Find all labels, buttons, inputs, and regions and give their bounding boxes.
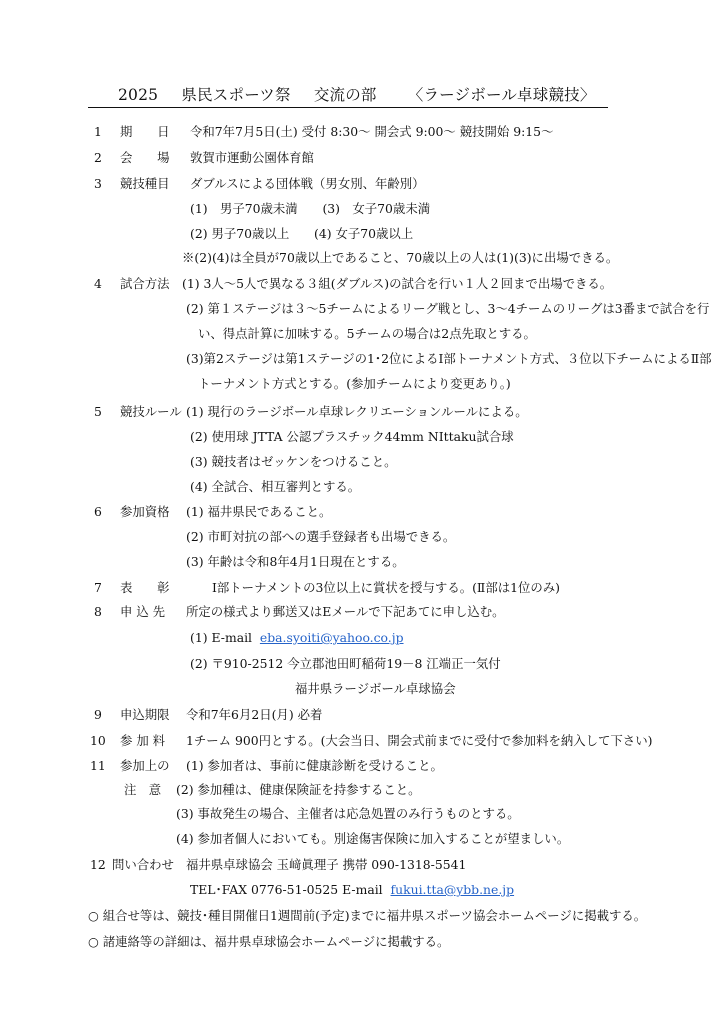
title-division: 交流の部 <box>313 86 377 104</box>
item-method-l3: い、得点計算に加味する。5チームの場合は2点先取とする。 <box>198 326 536 341</box>
item-date-label: 期 日 <box>120 124 170 139</box>
item-events-num: 3 <box>94 176 102 191</box>
item-cautions-l1: (1) 参加者は、事前に健康診断を受けること。 <box>186 758 443 773</box>
item-deadline-text: 令和7年6月2日(月) 必着 <box>186 707 323 722</box>
item-fee-label: 参 加 料 <box>120 733 166 748</box>
item-date-text: 令和7年7月5日(土) 受付 8:30～ 開会式 9:00～ 競技開始 9:15～ <box>190 124 554 139</box>
item-cautions-l3: (3) 事故発生の場合、主催者は応急処置のみ行うものとする。 <box>176 806 520 821</box>
item-eligibility-l1: (1) 福井県民であること。 <box>186 504 332 519</box>
item-method-num: 4 <box>94 276 102 291</box>
item-venue-label: 会 場 <box>120 150 170 165</box>
item-cautions-label-b: 注 意 <box>124 782 162 797</box>
item-application-text: 所定の様式より郵送又はEメールで下記あてに申し込む。 <box>186 604 505 619</box>
item-awards-text: Ⅰ部トーナメントの3位以上に賞状を授与する。(Ⅱ部は1位のみ) <box>212 580 561 595</box>
item-eligibility-num: 6 <box>94 504 102 519</box>
item-events-label: 競技種目 <box>120 176 170 191</box>
item-application-email-row <box>190 630 404 646</box>
email-label: (1) E-mail <box>190 630 253 645</box>
item-rules-l1: (1) 現行のラージボール卓球レクリエーションルールによる。 <box>186 404 528 419</box>
item-rules-l4: (4) 全試合、相互審判とする。 <box>190 479 361 494</box>
contact-tel: TEL･FAX 0776-51-0525 E-mail <box>190 882 383 897</box>
item-method-l1: (1) 3人～5人で異なる３組(ダブルス)の試合を行い１人２回まで出場できる。 <box>182 276 613 291</box>
title-event: 県民スポーツ祭 <box>181 86 291 104</box>
page-title <box>88 83 608 108</box>
item-contact-num: 12 <box>90 857 106 872</box>
item-cautions-num: 11 <box>90 758 106 773</box>
item-venue-num: 2 <box>94 150 102 165</box>
item-application-num: 8 <box>94 604 102 619</box>
item-events-row2: (2) 男子70歳以上 (4) 女子70歳以上 <box>190 226 414 241</box>
item-date: 1 <box>94 124 102 139</box>
item-fee-text: 1チーム 900円とする。(大会当日、開会式前までに受付で参加料を納入して下さい) <box>186 733 653 748</box>
item-cautions-label-a: 参加上の <box>120 758 170 773</box>
application-email-link[interactable]: eba.syoiti@yahoo.co.jp <box>259 630 404 645</box>
item-cautions-l2: (2) 参加種は、健康保険証を持参すること。 <box>176 782 421 797</box>
item-events-text: ダブルスによる団体戦（男女別、年齢別） <box>190 176 425 191</box>
item-deadline-num: 9 <box>94 707 102 722</box>
item-awards-label: 表 彰 <box>120 580 170 595</box>
item-application-label: 申 込 先 <box>120 604 166 619</box>
item-contact-tel-row <box>190 882 514 898</box>
item-eligibility-l3: (3) 年齢は令和8年4月1日現在とする。 <box>186 554 405 569</box>
item-cautions-l4: (4) 参加者個人においても。別途傷害保険に加入することが望ましい。 <box>176 831 570 846</box>
item-rules-l2: (2) 使用球 JTTA 公認プラスチック44mm NIttaku試合球 <box>190 429 514 444</box>
title-sport: 〈ラージボール卓球競技〉 <box>407 86 596 104</box>
item-contact-label: 問い合わせ <box>112 857 174 872</box>
item-contact-text: 福井県卓球協会 玉﨑眞理子 携帯 090-1318-5541 <box>186 857 467 872</box>
contact-email-link[interactable]: fukui.tta@ybb.ne.jp <box>390 882 515 897</box>
item-rules-num: 5 <box>94 404 102 419</box>
item-rules-label: 競技ルール <box>120 404 182 419</box>
item-events-row1: (1) 男子70歳未満 (3) 女子70歳未満 <box>190 201 431 216</box>
item-awards-num: 7 <box>94 580 102 595</box>
item-method-label: 試合方法 <box>120 276 170 291</box>
item-method-l4: (3)第2ステージは第1ステージの1･2位によるⅠ部トーナメント方式、３位以下チームによるⅡ部 <box>186 351 712 366</box>
item-application-postal: (2) 〒910-2512 今立郡池田町稲荷19－8 江端正一気付 <box>190 656 501 671</box>
item-venue-text: 敦賀市運動公園体育館 <box>190 150 314 165</box>
item-eligibility-label: 参加資格 <box>120 504 170 519</box>
item-eligibility-l2: (2) 市町対抗の部への選手登録者も出場できる。 <box>186 529 456 544</box>
title-year: 2025 <box>118 86 159 104</box>
item-method-l2: (2) 第１ステージは３～5チームによるリーグ戦とし、3～4チームのリーグは3番まで試合を行 <box>186 301 710 316</box>
item-rules-l3: (3) 競技者はゼッケンをつけること。 <box>190 454 397 469</box>
item-events-note: ※(2)(4)は全員が70歳以上であること、70歳以上の人は(1)(3)に出場できる。 <box>182 250 619 265</box>
note-1: ○ 組合せ等は、競技･種目開催日1週間前(予定)までに福井県スポーツ協会ホームページに掲載する。 <box>88 908 647 923</box>
note-2: ○ 諸連絡等の詳細は、福井県卓球協会ホームページに掲載する。 <box>88 934 450 949</box>
item-application-org: 福井県ラージボール卓球協会 <box>295 681 456 696</box>
item-deadline-label: 申込期限 <box>120 707 170 722</box>
item-method-l5: トーナメント方式とする。(参加チームにより変更あり。) <box>198 376 511 391</box>
item-fee-num: 10 <box>90 733 106 748</box>
